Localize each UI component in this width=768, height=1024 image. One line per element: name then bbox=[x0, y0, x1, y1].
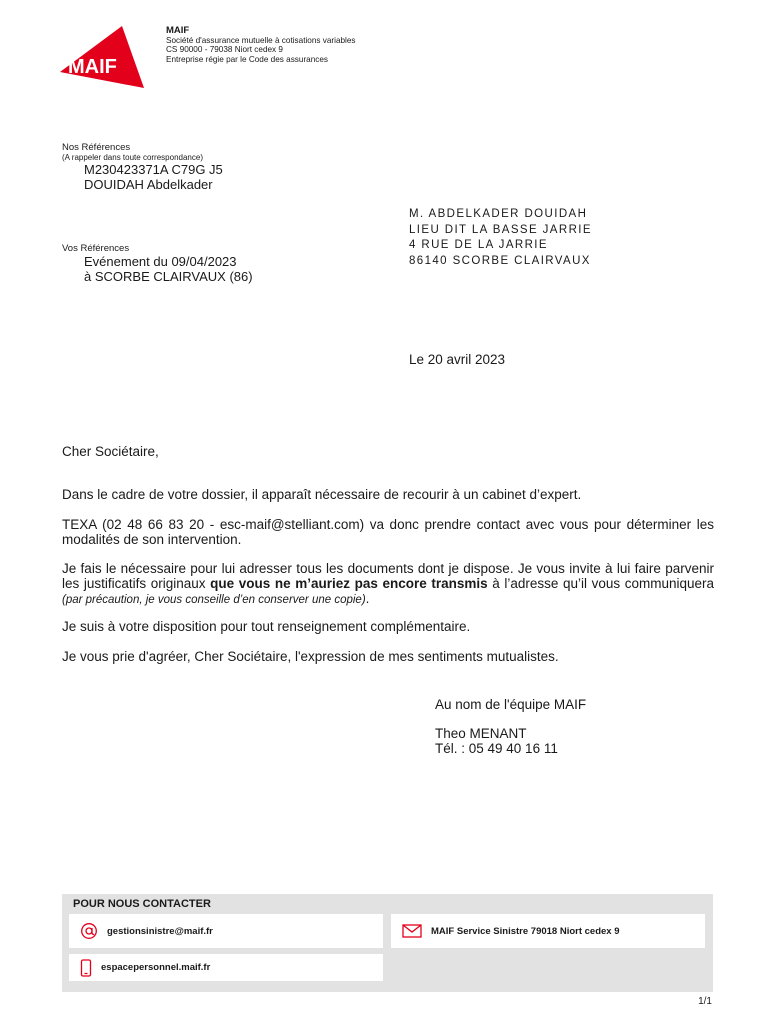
our-references-label: Nos Références bbox=[62, 142, 131, 153]
your-references-label: Vos Références bbox=[62, 243, 130, 254]
company-line: Entreprise régie par le Code des assurances bbox=[166, 54, 329, 64]
paragraph-3 bbox=[62, 561, 714, 608]
salutation: Cher Sociétaire, bbox=[62, 444, 159, 459]
postal-contact bbox=[391, 914, 705, 948]
postal-address: MAIF Service Sinistre 79018 Niort cedex 9 bbox=[431, 925, 620, 937]
address-line: M. ABDELKADER DOUIDAH bbox=[409, 208, 588, 220]
your-references bbox=[62, 243, 253, 284]
our-references-sub: (A rappeler dans toute correspondance) bbox=[62, 153, 203, 162]
file-number: M230423371A C79G J5 bbox=[84, 162, 223, 177]
paragraph-3-note: (par précaution, je vous conseille d’en conserver une copie) bbox=[62, 594, 366, 606]
company-name: MAIF bbox=[166, 25, 190, 36]
company-line: Société d'assurance mutuelle à cotisations variables bbox=[166, 35, 356, 45]
at-sign-icon bbox=[80, 922, 98, 940]
mobile-phone-icon bbox=[80, 959, 92, 977]
svg-text:MAIF: MAIF bbox=[68, 56, 117, 78]
envelope-icon bbox=[402, 924, 422, 938]
page-number: 1/1 bbox=[698, 996, 712, 1007]
company-line: CS 90000 - 79038 Niort cedex 9 bbox=[166, 45, 283, 55]
website-link[interactable]: espacepersonnel.maif.fr bbox=[101, 962, 211, 973]
company-info bbox=[166, 26, 356, 64]
event-location: à SCORBE CLAIRVAUX (86) bbox=[84, 269, 253, 284]
recipient-address bbox=[409, 207, 592, 269]
paragraph-3-end: . bbox=[365, 591, 370, 606]
letter-date: Le 20 avril 2023 bbox=[409, 352, 506, 367]
email-address[interactable]: gestionsinistre@maif.fr bbox=[107, 925, 213, 937]
our-references bbox=[62, 142, 223, 192]
event-date: Evénement du 09/04/2023 bbox=[84, 254, 237, 269]
paragraph-3-text: Je fais le nécessaire pour lui adresser tous les documents dont je dispose. Je vous invite à lui faire parvenir les justificatifs originaux bbox=[62, 561, 714, 591]
signature-phone: Tél. : 05 49 40 16 11 bbox=[435, 741, 558, 756]
email-contact[interactable] bbox=[69, 914, 383, 948]
member-name: DOUIDAH Abdelkader bbox=[84, 177, 213, 192]
paragraph-4: Je suis à votre disposition pour tout renseignement complémentaire. bbox=[62, 619, 471, 634]
paragraph-1: Dans le cadre de votre dossier, il apparaît nécessaire de recourir à un cabinet d’expert. bbox=[62, 487, 582, 502]
signature-team: Au nom de l'équipe MAIF bbox=[435, 697, 587, 712]
paragraph-2: TEXA (02 48 66 83 20 - esc-maif@stelliant.com) va donc prendre contact avec vous pour déterminer les modalités de son intervention. bbox=[62, 517, 714, 547]
address-line: 86140 SCORBE CLAIRVAUX bbox=[409, 254, 591, 267]
contact-panel bbox=[62, 894, 713, 992]
website-contact[interactable] bbox=[69, 954, 383, 981]
contact-title: POUR NOUS CONTACTER bbox=[73, 898, 211, 910]
signature-name: Theo MENANT bbox=[435, 726, 527, 741]
address-line: 4 RUE DE LA JARRIE bbox=[409, 239, 548, 251]
paragraph-5: Je vous prie d'agréer, Cher Sociétaire, l'expression de mes sentiments mutualistes. bbox=[62, 649, 559, 664]
maif-logo bbox=[60, 26, 144, 88]
paragraph-3-text: à l’adresse qu’il vous communiquera bbox=[487, 576, 714, 591]
address-line: LIEU DIT LA BASSE JARRIE bbox=[409, 223, 592, 236]
paragraph-3-emphasis: que vous ne m’auriez pas encore transmis bbox=[210, 576, 488, 591]
